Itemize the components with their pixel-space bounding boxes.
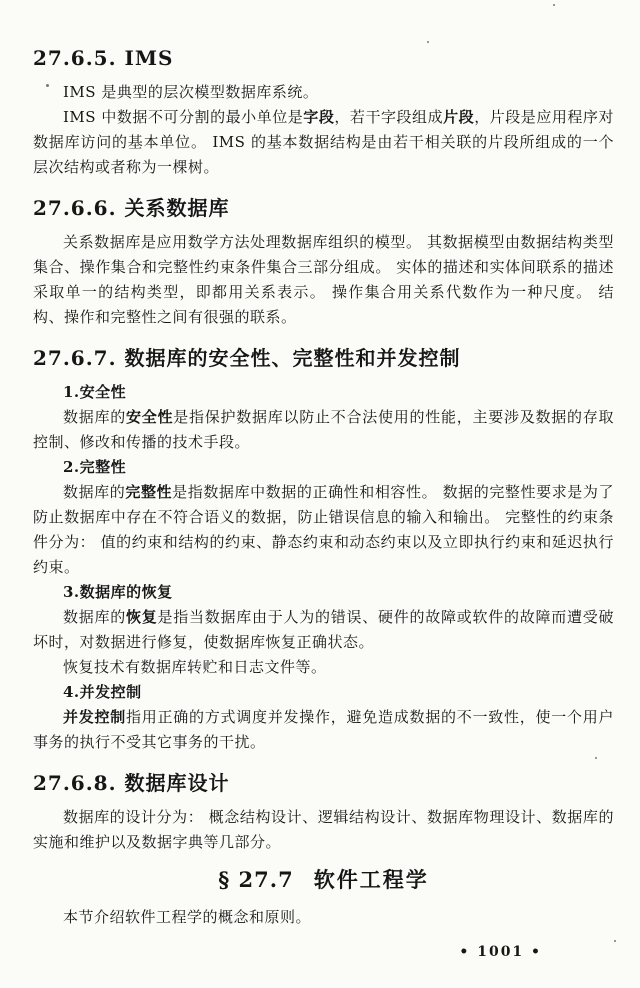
section-heading-27-6-6: 27.6.6. 关系数据库: [33, 196, 230, 220]
text-run: 是指保护数据库以防止不合法使用的性能，主要涉及数据的存取控制、修改和传播的技术手段。: [33, 408, 614, 451]
section-heading-27-6-7: 27.6.7. 数据库的安全性、完整性和并发控制: [33, 346, 461, 370]
bold-term-security: 安全性: [126, 408, 174, 426]
bold-term-segment: 片段: [443, 108, 475, 126]
text-run: 数据库的: [63, 608, 126, 626]
paragraph-security: [33, 405, 614, 455]
paragraph-concurrency: [33, 705, 614, 755]
subheading-security: 1.安全性: [63, 383, 127, 401]
text-run: ，若干字段组成: [334, 108, 444, 126]
section-heading-27-6-8: 27.6.8. 数据库设计: [33, 771, 230, 795]
scan-noise-speck: [595, 757, 597, 759]
paragraph-integrity: [33, 480, 614, 580]
paragraph-se-intro: 本节介绍软件工程学的概念和原则。: [63, 908, 312, 926]
text-run: IMS 中数据不可分割的最小单位是: [63, 108, 304, 126]
subheading-concurrency: 4.并发控制: [63, 683, 142, 701]
paragraph-recovery-techniques: 恢复技术有数据库转贮和日志文件等。: [63, 658, 327, 676]
text-run: 数据库的: [63, 483, 126, 501]
text-run: 是指当数据库由于人为的错误、硬件的故障或软件的故障而遭受破坏时，对数据进行修复，使数据库恢复正确状态。: [33, 608, 614, 651]
text-run: 数据库的: [63, 408, 126, 426]
scan-noise-speck: [553, 4, 555, 6]
paragraph-db-design: 数据库的设计分为： 概念结构设计、逻辑结构设计、数据库物理设计、数据库的实施和维护以及数据字典等几部分。: [33, 808, 614, 851]
scan-noise-speck: [46, 84, 49, 87]
bold-term-field: 字段: [303, 108, 335, 126]
paragraph-ims-intro: IMS 是典型的层次模型数据库系统。: [63, 83, 319, 101]
paragraph-relational-db: 关系数据库是应用数学方法处理数据库组织的模型。 其数据模型由数据结构类型集合、操作集合和完整性约束条件集合三部分组成。 实体的描述和实体间联系的描述采取单一的结构类型，即都用关系表示。 操作集合用关系代数作为一种尺度。 结构、操作和完整性之间有很强的联系。: [33, 233, 614, 326]
chapter-heading-27-7: [33, 867, 614, 893]
subheading-integrity: 2.完整性: [63, 458, 127, 476]
bold-term-integrity: 完整性: [125, 483, 173, 501]
text-run: ，片段是应用程序对数据库访问的基本单位。 IMS 的基本数据结构是由若干相关联的片段所组成的一个层次结构或者称为一棵树。: [33, 108, 614, 176]
bold-term-concurrency-control: 并发控制: [63, 708, 126, 726]
text-run: 指用正确的方式调度并发操作，避免造成数据的不一致性，使一个用户事务的执行不受其它事务的干扰。: [33, 708, 614, 751]
paragraph-recovery: [33, 605, 614, 655]
section-heading-27-6-5: 27.6.5. IMS: [33, 46, 174, 70]
chapter-number: § 27.7: [218, 867, 294, 892]
subheading-recovery: 3.数据库的恢复: [63, 583, 173, 601]
scan-noise-speck: [427, 41, 429, 43]
scan-noise-speck: [614, 940, 616, 942]
paragraph-ims-structure: [33, 105, 614, 180]
chapter-title: 软件工程学: [313, 867, 429, 892]
text-run: 是指数据库中数据的正确性和相容性。 数据的完整性要求是为了防止数据库中存在不符合语义的数据，防止错误信息的输入和输出。 完整性的约束条件分为： 值的约束和结构的约束、静态约束和动态约束以及立即执行约束和延迟执行约束。: [33, 483, 614, 576]
page-number: • 1001 •: [459, 944, 542, 960]
bold-term-recovery: 恢复: [126, 608, 158, 626]
